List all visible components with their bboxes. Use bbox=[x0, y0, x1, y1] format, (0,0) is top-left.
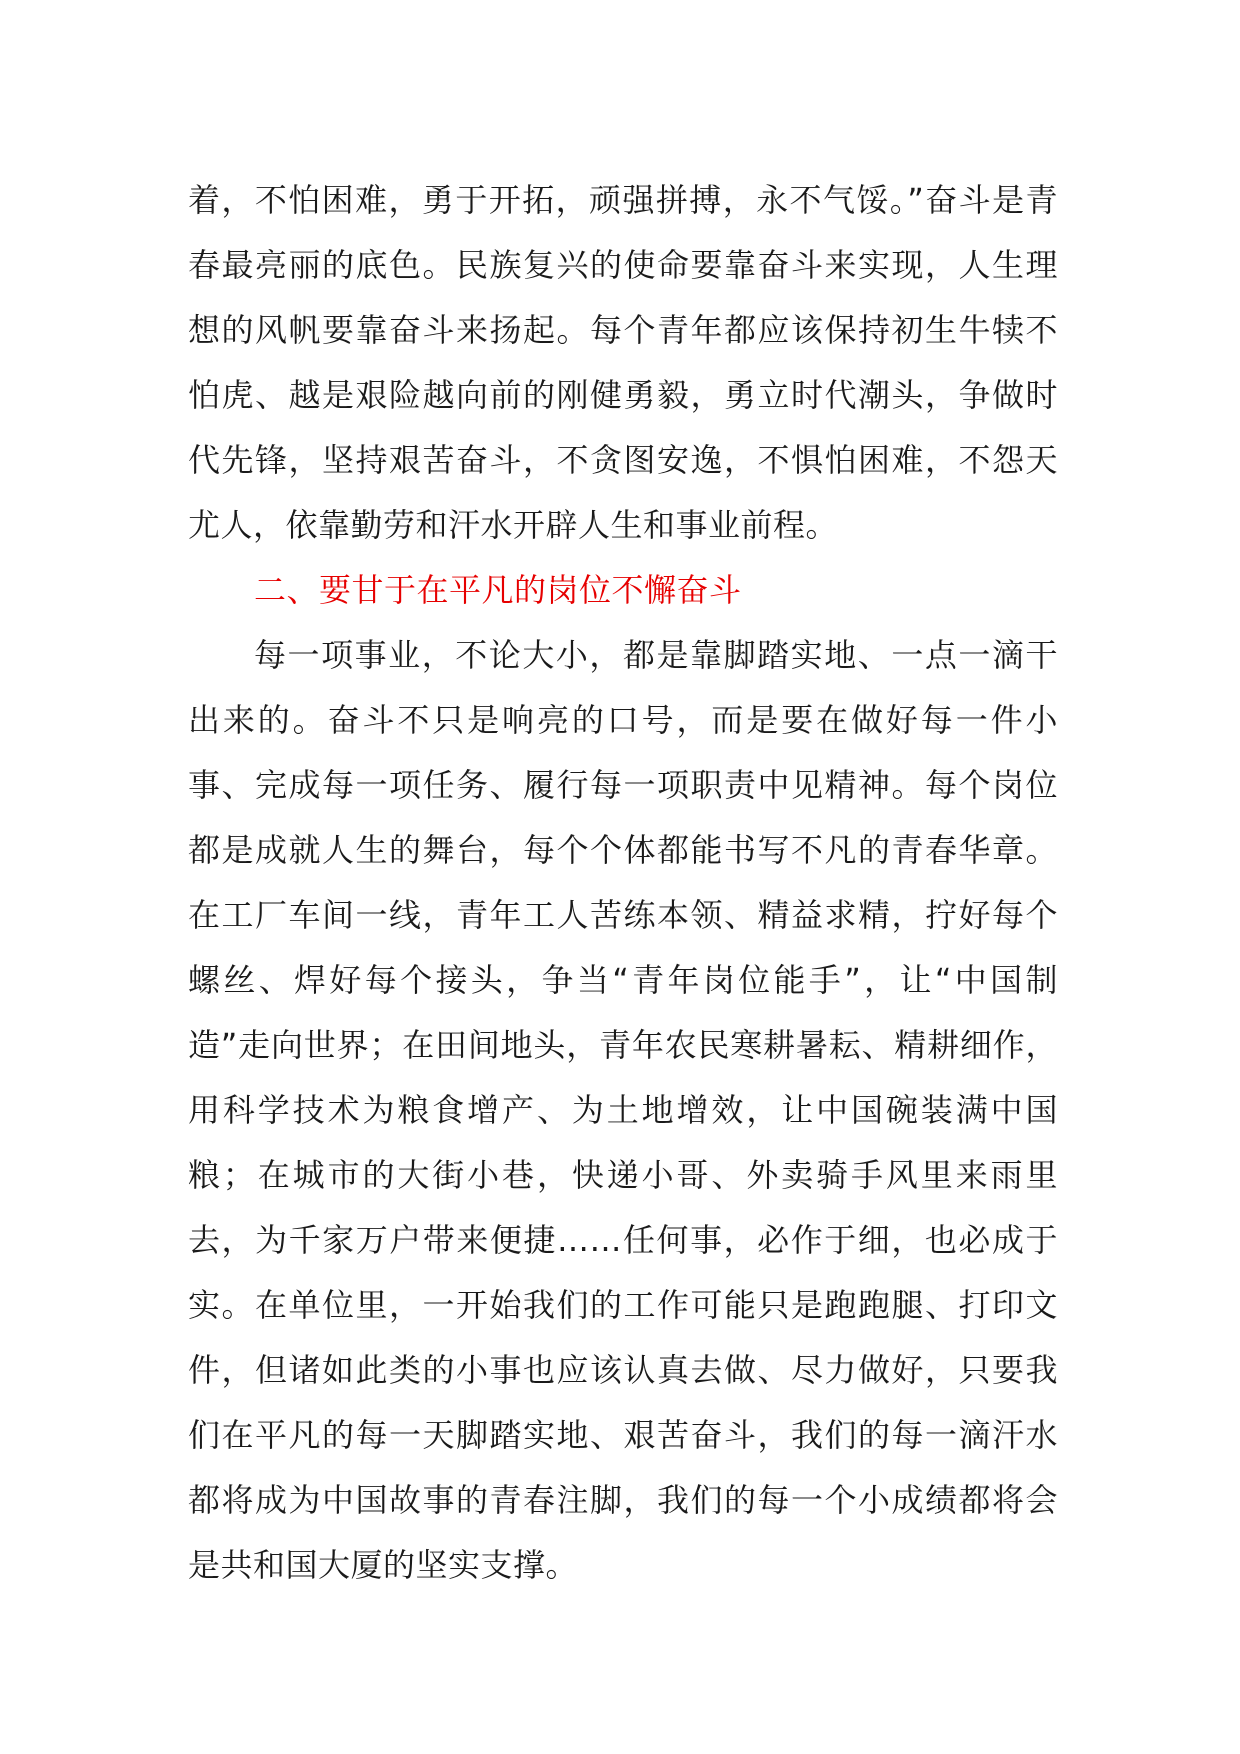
paragraph-continuation: 着，不怕困难，勇于开拓，顽强拼搏，永不气馁。”奋斗是青春最亮丽的底色。民族复兴的使命要靠奋斗来实现，人生理想的风帆要靠奋斗来扬起。每个青年都应该保持初生牛犊不怕虎、越是艰险越向前的刚健勇毅，勇立时代潮头，争做时代先锋，坚持艰苦奋斗，不贪图安逸，不惧怕困难，不怨天尤人，依靠勤劳和汗水开辟人生和事业前程。 bbox=[188, 181, 1058, 544]
section-heading: 二、要甘于在平凡的岗位不懈奋斗 bbox=[254, 571, 742, 609]
paragraph-body: 每一项事业，不论大小，都是靠脚踏实地、一点一滴干出来的。奋斗不只是响亮的口号，而是要在做好每一件小事、完成每一项任务、履行每一项职责中见精神。每个岗位都是成就人生的舞台，每个个体都能书写不凡的青春华章。在工厂车间一线，青年工人苦练本领、精益求精，拧好每个螺丝、焊好每个接头，争当“青年岗位能手”，让“中国制造”走向世界；在田间地头，青年农民寒耕暑耘、精耕细作，用科学技术为粮食增产、为土地增效，让中国碗装满中国粮；在城市的大街小巷，快递小哥、外卖骑手风里来雨里去，为千家万户带来便捷……任何事，必作于细，也必成于实。在单位里，一开始我们的工作可能只是跑跑腿、打印文件，但诸如此类的小事也应该认真去做、尽力做好，只要我们在平凡的每一天脚踏实地、艰苦奋斗，我们的每一滴汗水都将成为中国故事的青春注脚，我们的每一个小成绩都将会是共和国大厦的坚实支撑。 bbox=[188, 636, 1058, 1584]
document-page bbox=[188, 168, 1058, 1598]
